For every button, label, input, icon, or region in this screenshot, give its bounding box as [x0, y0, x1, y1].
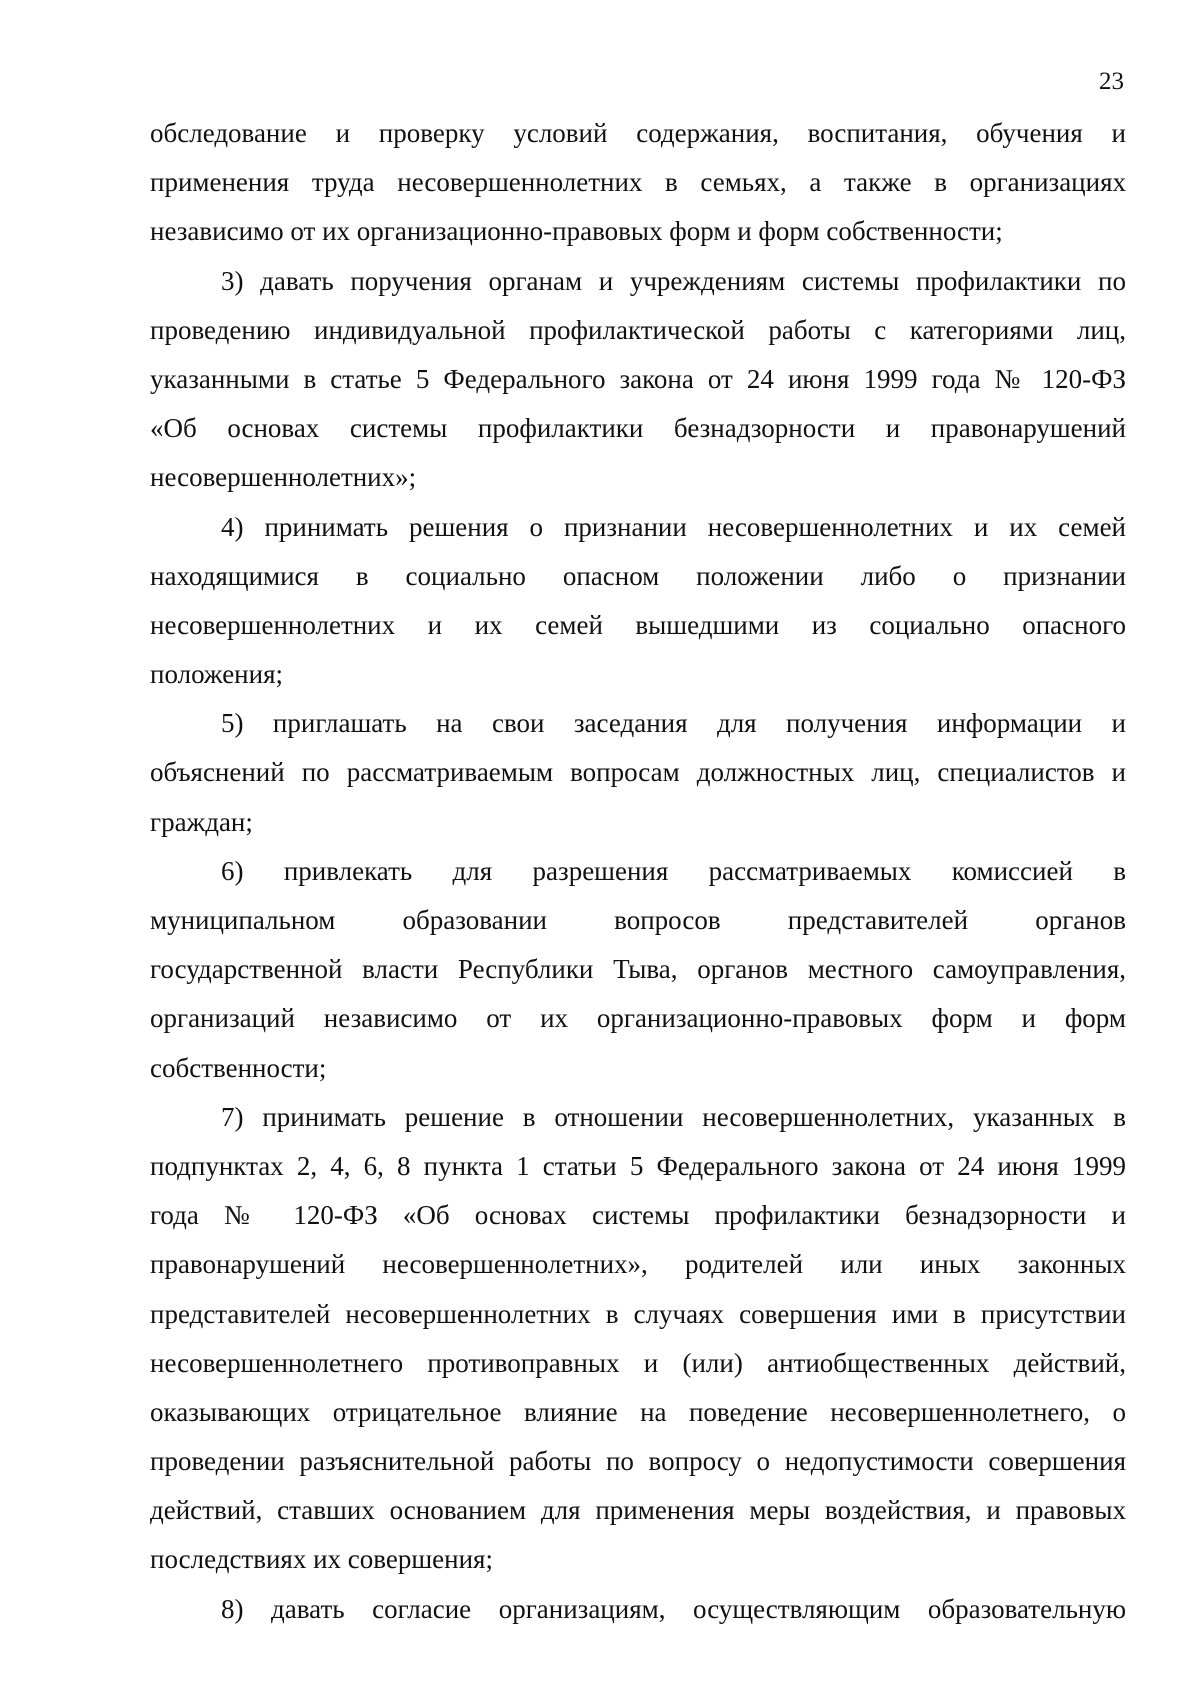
- text-line: независимо от их организационно-правовых форм и форм собственности;: [150, 216, 1003, 247]
- text-line: действий, ставших основанием для применения меры воздействия, и правовых: [150, 1495, 1126, 1526]
- text-line: находящимися в социально опасном положении либо о признании: [150, 560, 1126, 591]
- text-line: государственной власти Республики Тыва, органов местного самоуправления,: [150, 954, 1126, 985]
- text-line: правонарушений несовершеннолетних», родителей или иных законных: [150, 1249, 1126, 1280]
- text-line: последствиях их совершения;: [150, 1544, 493, 1575]
- text-line: несовершеннолетних»;: [150, 462, 417, 493]
- text-line: организаций независимо от их организационно-правовых форм и форм: [150, 1003, 1126, 1034]
- text-line: указанными в статье 5 Федерального закона от 24 июня 1999 года № 120-ФЗ: [150, 363, 1126, 394]
- text-line: обследование и проверку условий содержания, воспитания, обучения и: [150, 118, 1126, 148]
- text-line: «Об основах системы профилактики безнадзорности и правонарушений: [150, 413, 1126, 444]
- text-line: 3) давать поручения органам и учреждениям системы профилактики по: [221, 265, 1126, 296]
- text-line: собственности;: [150, 1052, 327, 1083]
- text-line: граждан;: [150, 806, 253, 837]
- text-line: проведению индивидуальной профилактической работы с категориями лиц,: [150, 314, 1126, 345]
- text-line: положения;: [150, 659, 283, 690]
- text-line: подпунктах 2, 4, 6, 8 пункта 1 статьи 5 Федерального закона от 24 июня 1999: [150, 1150, 1126, 1181]
- text-line: несовершеннолетнего противоправных и (или) антиобщественных действий,: [150, 1347, 1126, 1378]
- page-number: 23: [1099, 68, 1124, 95]
- text-line: 6) привлекать для разрешения рассматриваемых комиссией в: [221, 855, 1126, 886]
- text-line: года № 120-ФЗ «Об основах системы профилактики безнадзорности и: [150, 1200, 1126, 1231]
- text-line: 4) принимать решения о признании несовершеннолетних и их семей: [221, 511, 1126, 542]
- text-line: муниципальном образовании вопросов представителей органов: [150, 905, 1126, 935]
- text-line: 8) давать согласие организациям, осуществляющим образовательную: [221, 1593, 1126, 1624]
- text-line: оказывающих отрицательное влияние на поведение несовершеннолетнего, о: [150, 1396, 1126, 1427]
- text-line: применения труда несовершеннолетних в семьях, а также в организациях: [150, 167, 1126, 198]
- text-line: представителей несовершеннолетних в случаях совершения ими в присутствии: [150, 1298, 1126, 1329]
- text-line: 7) принимать решение в отношении несовершеннолетних, указанных в: [221, 1101, 1126, 1132]
- text-line: объяснений по рассматриваемым вопросам должностных лиц, специалистов и: [150, 757, 1126, 788]
- document-body: [150, 109, 1126, 1634]
- text-line: 5) приглашать на свои заседания для получения информации и: [221, 708, 1126, 739]
- text-line: проведении разъяснительной работы по вопросу о недопустимости совершения: [150, 1446, 1126, 1477]
- text-line: несовершеннолетних и их семей вышедшими из социально опасного: [150, 609, 1126, 640]
